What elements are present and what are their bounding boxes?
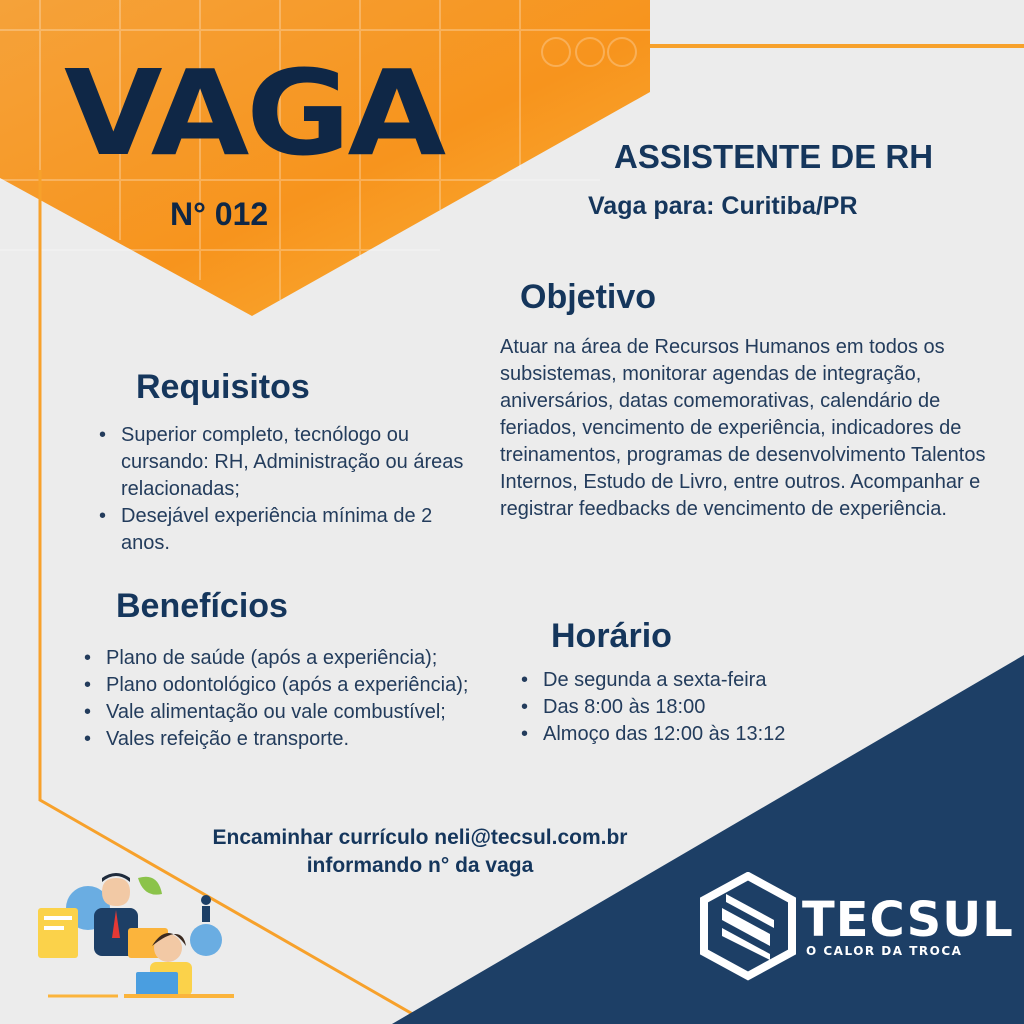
objective-heading: Objetivo <box>520 278 657 316</box>
list-item: • Superior completo, tecnólogo ou cursando: RH, Administração ou áreas relacionadas; <box>93 422 473 503</box>
schedule-heading: Horário <box>551 617 672 655</box>
requirements-heading: Requisitos <box>136 368 310 406</box>
list-item: • Vales refeição e transporte. <box>78 726 518 753</box>
job-title: ASSISTENTE DE RH <box>614 138 934 175</box>
benefits-heading: Benefícios <box>116 587 288 625</box>
list-item: • Vale alimentação ou vale combustível; <box>78 699 518 726</box>
list-item: • Plano de saúde (após a experiência); <box>78 645 518 672</box>
list-item: • Desejável experiência mínima de 2 anos. <box>93 503 473 557</box>
vaga-title: VAGA <box>64 44 443 182</box>
team-illustration-icon <box>28 868 238 1008</box>
list-item: • Almoço das 12:00 às 13:12 <box>515 721 855 748</box>
list-item: • Das 8:00 às 18:00 <box>515 694 855 721</box>
list-item: • Plano odontológico (após a experiência); <box>78 672 518 699</box>
requirements-list <box>93 422 473 557</box>
contact-info <box>160 824 680 880</box>
brand-tagline: O CALOR DA TROCA <box>806 944 963 958</box>
vaga-number: N° 012 <box>170 196 269 232</box>
schedule-list <box>515 667 855 748</box>
brand-name: TECSUL <box>802 892 1014 948</box>
list-item: • De segunda a sexta-feira <box>515 667 855 694</box>
benefits-list <box>78 645 518 753</box>
objective-text: Atuar na área de Recursos Humanos em todos os subsistemas, monitorar agendas de integração, aniversários, datas comemorativas, calendário de feriados, vencimento de experiência, indicadores de treinamentos, programas de desenvolvimento Talentos Internos, Estudo de Livro, entre outros. Acompanhar e registrar feedbacks de vencimento de experiência. <box>500 336 986 520</box>
contact-email-line: Encaminhar currículo neli@tecsul.com.br <box>212 826 628 849</box>
contact-instruction-line: informando n° da vaga <box>306 854 534 877</box>
job-location: Vaga para: Curitiba/PR <box>588 192 858 220</box>
